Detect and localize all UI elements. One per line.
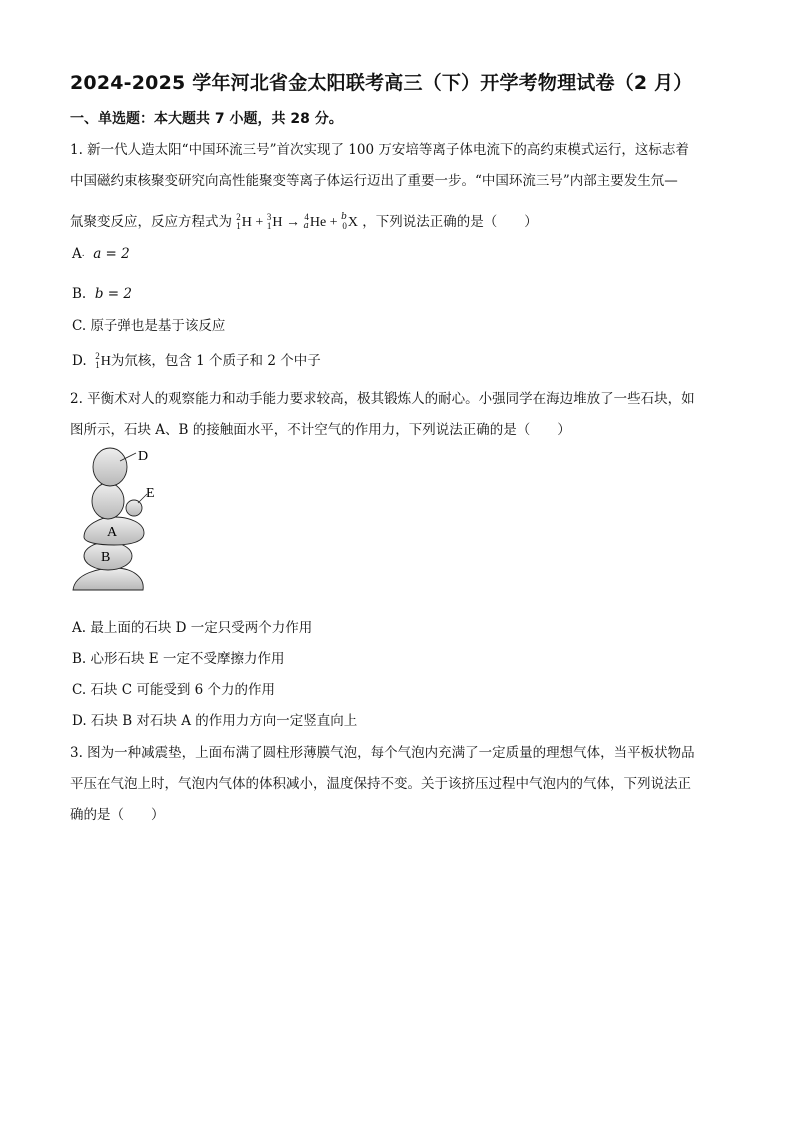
label-e: E: [146, 486, 155, 501]
label-d: D: [138, 449, 149, 464]
q1-line-3-suffix: ，下列说法正确的是（ ）: [362, 214, 538, 230]
q2-option-a[interactable]: A. 最上面的石块 D 一定只受两个力作用: [72, 620, 313, 636]
q1-line-2: 中国磁约束核聚变研究向高性能聚变等离子体运行迈出了重要一步。“中国环流三号”内部主要发生氘—: [70, 173, 678, 189]
base-rock: [73, 568, 143, 590]
stone-e: [126, 500, 142, 516]
q2-option-c[interactable]: C. 石块 C 可能受到 6 个力的作用: [72, 682, 276, 698]
q1-option-c[interactable]: C. 原子弹也是基于该反应: [72, 318, 226, 334]
q1-line-3: [70, 212, 538, 233]
stone-d: [93, 448, 127, 486]
q3-line-1: 3. 图为一种减震垫，上面布满了圆柱形薄膜气泡，每个气泡内充满了一定质量的理想气体，当平板状物品: [70, 745, 695, 761]
q1-option-d[interactable]: D. 2 1 H为氘核，包含 1 个质子和 2 个中子: [72, 351, 321, 371]
stacked-stones-figure: [70, 445, 170, 591]
q1-option-a[interactable]: A. a = 2: [72, 246, 130, 262]
q2-option-d[interactable]: D. 石块 B 对石块 A 的作用力方向一定竖直向上: [72, 713, 358, 729]
q1-option-b[interactable]: B. b = 2: [72, 286, 132, 302]
q3-line-2: 平压在气泡上时，气泡内气体的体积减小，温度保持不变。关于该挤压过程中气泡内的气体，下列说法正: [70, 776, 691, 792]
label-a: A: [107, 525, 118, 540]
q2-line-1: 2. 平衡术对人的观察能力和动手能力要求较高，极其锻炼人的耐心。小强同学在海边堆放了一些石块，如: [70, 391, 695, 407]
section-heading: 一、单选题：本大题共 7 小题，共 28 分。: [70, 111, 343, 127]
q2-option-b[interactable]: B. 心形石块 E 一定不受摩擦力作用: [72, 651, 285, 667]
q1-line-3-prefix: 氚聚变反应，反应方程式为: [70, 214, 232, 230]
deuterium-symbol: 2 1 H: [95, 351, 111, 371]
stone-c: [92, 483, 124, 519]
exam-title: 2024-2025 学年河北省金太阳联考高三（下）开学考物理试卷（2 月）: [70, 72, 693, 94]
q1-line-1: 1. 新一代人造太阳“中国环流三号”首次实现了 100 万安培等离子体电流下的高约束模式运行，这标志着: [70, 142, 689, 158]
label-b: B: [101, 550, 111, 565]
q2-line-2: 图所示，石块 A、B 的接触面水平，不计空气的作用力，下列说法正确的是（ ）: [70, 422, 571, 438]
reaction-equation: 2 1 H + 3 1 H → 4 a He + b 0 X: [236, 212, 358, 232]
q3-line-3: 确的是（ ）: [70, 807, 165, 823]
